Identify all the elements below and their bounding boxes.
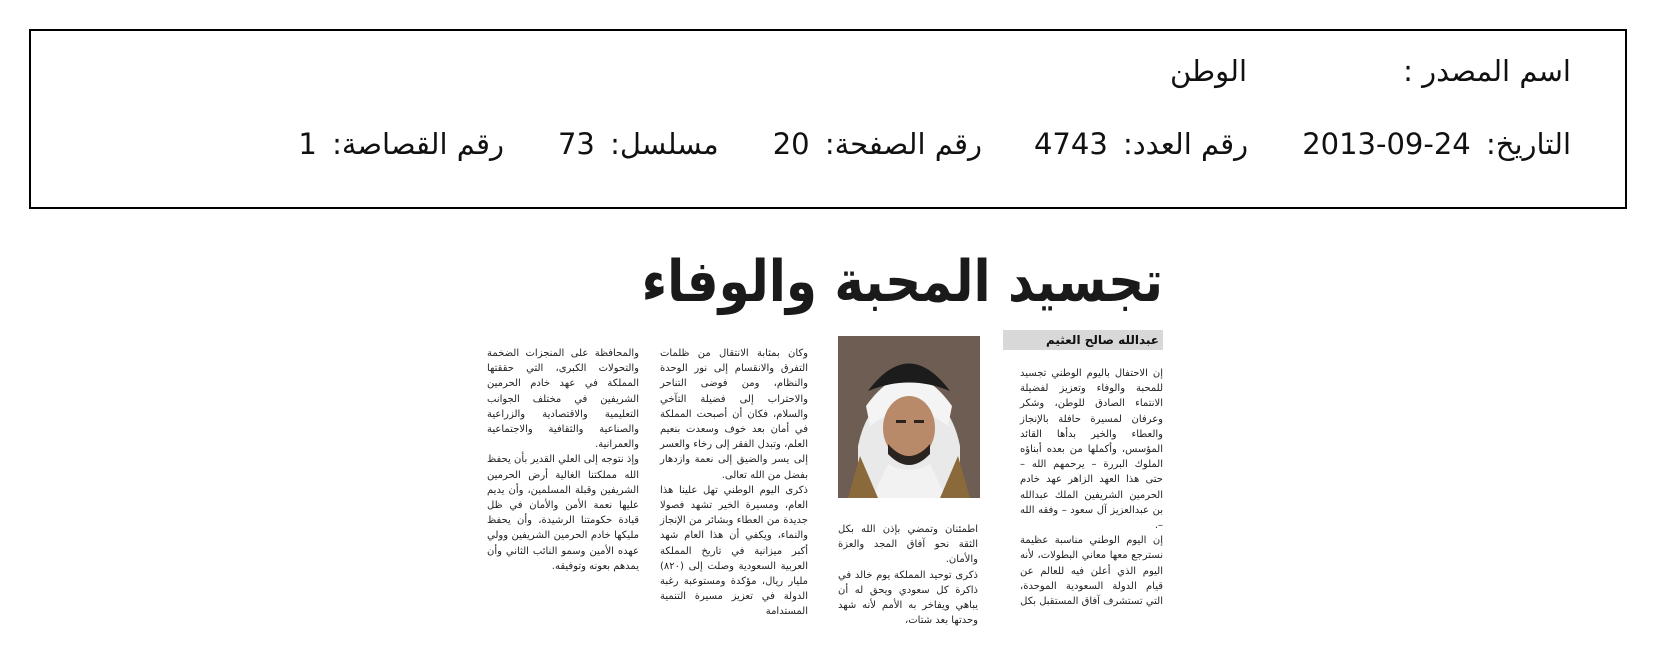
column-1-paragraph-2: إن اليوم الوطني مناسبة عظيمة نسترجع معها معاني البطولات، لأنه اليوم الذي أعلن فيه للعالم عن قيام الدولة السعودية الموحدة، التي تستشرف آفاق المستقبل بكل: [1020, 535, 1163, 608]
issue-label: رقم العدد:: [1123, 127, 1249, 161]
author-photo: [838, 336, 980, 498]
column-2-paragraph-1: اطمئنان وتمضي بإذن الله بكل الثقة نحو آفاق المجد والعزة والأمان.: [838, 524, 978, 566]
article-title: تجسيد المحبة والوفاء: [641, 248, 1163, 315]
page-value: 20: [772, 127, 810, 161]
column-4-paragraph-2: وإذ نتوجه إلى العلي القدير بأن يحفظ الله مملكتنا الغالية أرض الحرمين الشريفين وقبلة المسلمين، وأن يديم عليها نعمة الأمن والأمان في ظل قيادة حكومتنا الرشيدة، وأن يحفظ مليكها خادم الحرمين الشريفين وولي عهده الأمين وسمو النائب الثاني وأن يمدهم بعونه وتوفيقه.: [487, 454, 639, 572]
clip-label: رقم القصاصة:: [332, 127, 504, 161]
author-byline: عبدالله صالح العثيم: [1003, 330, 1163, 350]
serial-field: [557, 127, 719, 161]
article-column-2: [838, 522, 978, 628]
meta-row: [298, 127, 1571, 161]
article-column-4: [487, 346, 639, 574]
clip-value: 1: [298, 127, 317, 161]
column-2-paragraph-2: ذكرى توحيد المملكة يوم خالد في ذاكرة كل سعودي ويحق له أن يباهي ويفاخر به الأمم لأنه شهد وحدتها بعد شتات،: [838, 569, 978, 627]
clip-field: [298, 127, 504, 161]
page-label: رقم الصفحة:: [824, 127, 982, 161]
portrait-illustration: [838, 336, 980, 498]
article-column-1: [1020, 366, 1163, 609]
column-4-paragraph-1: والمحافظة على المنجزات الضخمة والتحولات الكبرى، التي حققتها المملكة في عهد خادم الحرمين الشريفين في مختلف الجوانب التعليمية والاقتصادية والزراعية والصناعية والثقافية والاجتماعية والعمرانية.: [487, 348, 639, 451]
article-column-3: [660, 346, 808, 620]
header-box: [29, 29, 1627, 209]
column-1-paragraph-1: إن الاحتفال باليوم الوطني تجسيد للمحبة والوفاء وتعزيز لفضيلة الانتماء الصادق للوطن، وشكر وعرفان لمسيرة حافلة بالإنجاز والعطاء والخير بدأها القائد المؤسس، وأكملها من بعده أبناؤه الملوك البررة – يرحمهم الله – حتى هذا العهد الزاهر عهد خادم الحرمين الشريفين الملك عبدالله بن عبدالعزيز آل سعود – وفقه الله –.: [1020, 368, 1163, 532]
page-field: [772, 127, 982, 161]
serial-value: 73: [557, 127, 595, 161]
source-value: الوطن: [1169, 54, 1247, 88]
column-3-paragraph-2: ذكرى اليوم الوطني تهل علينا هذا العام، ومسيرة الخير تشهد فصولا جديدة من العطاء وبشائر من الإنجاز والنماء، ويكفي أن هذا العام شهد أكبر ميزانية في تاريخ المملكة العربية السعودية وصلت إلى (٨٢٠) مليار ريال، مؤكدة ومستوعبة رغبة الدولة في تعزيز مسيرة التنمية المستدامة: [660, 484, 808, 618]
serial-label: مسلسل:: [610, 127, 719, 161]
source-label: اسم المصدر :: [1403, 54, 1571, 88]
date-value: 2013-09-24: [1302, 127, 1471, 161]
issue-field: [1033, 127, 1249, 161]
date-label: التاريخ:: [1485, 127, 1571, 161]
column-3-paragraph-1: وكان بمثابة الانتقال من ظلمات التفرق والانقسام إلى نور الوحدة والنظام، ومن فوضى التناحر والاحتراب إلى فضيلة التآخي والسلام، فكان أن أصبحت المملكة في أمان بعد خوف وسعدت بنعيم العلم، وتبدل الفقر إلى رخاء والعسر إلى يسر والضيق إلى نعمة وازدهار بفضل من الله تعالى.: [660, 348, 808, 481]
date-field: [1302, 127, 1571, 161]
issue-value: 4743: [1033, 127, 1108, 161]
